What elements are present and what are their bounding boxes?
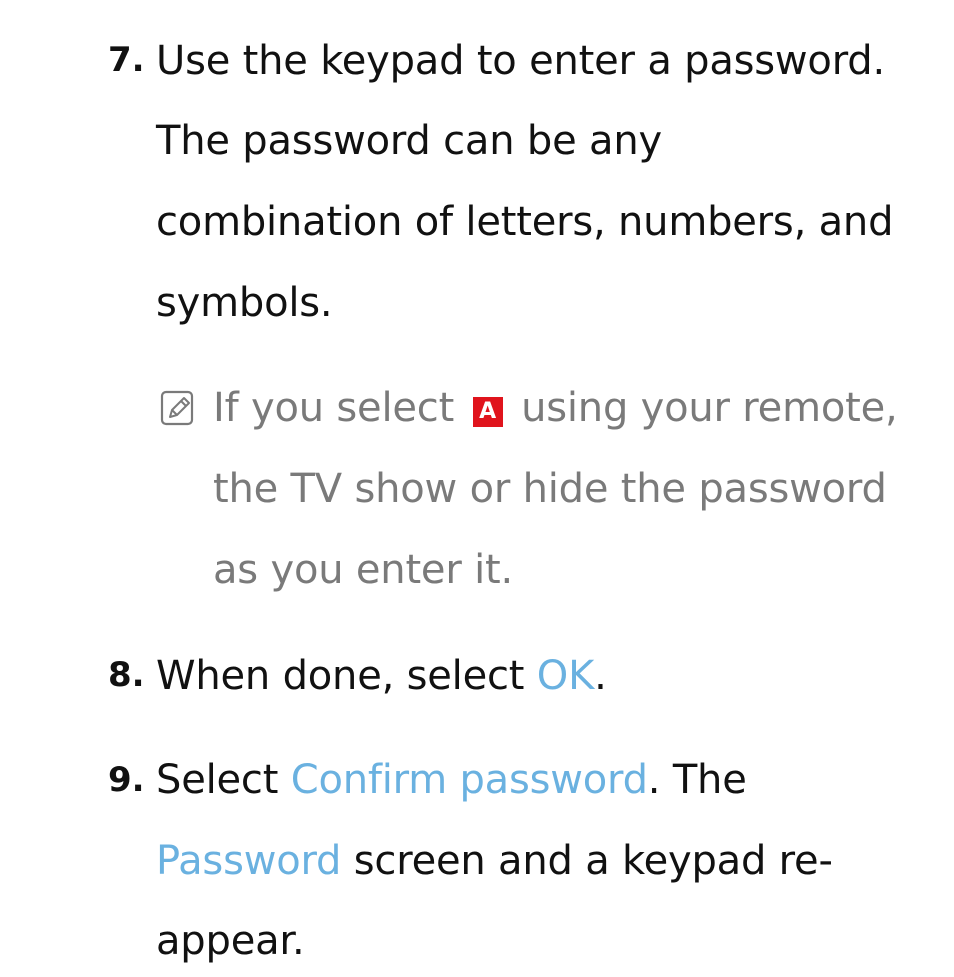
note-line-2: the TV show or hide the password (213, 466, 887, 512)
ok-option: OK (536, 653, 595, 699)
step-7-number: 7. (108, 40, 145, 80)
step-8-period: . (594, 653, 607, 699)
step-8-line (156, 653, 607, 699)
red-a-button-icon: A (473, 397, 503, 427)
note-line-1 (213, 385, 898, 431)
note-line-3: as you enter it. (213, 547, 514, 593)
step-8-number: 8. (108, 655, 145, 695)
step-7-line-1: Use the keypad to enter a password. (156, 38, 885, 84)
step-9-line-3: appear. (156, 918, 305, 964)
step-9-text-1: Select (156, 757, 291, 803)
step-9-line-2 (156, 838, 833, 884)
step-9-text-3: screen and a keypad re- (341, 838, 833, 884)
step-8-text: When done, select (156, 653, 537, 699)
confirm-password-option: Confirm password (290, 757, 648, 803)
password-screen-name: Password (156, 838, 342, 884)
step-7-line-2: The password can be any (156, 118, 662, 164)
note-line-1-after: using your remote, (521, 385, 898, 431)
step-9-number: 9. (108, 760, 145, 800)
step-7-line-3: combination of letters, numbers, and (156, 199, 894, 245)
note-pencil-icon (160, 390, 196, 428)
step-9-line-1 (156, 757, 747, 803)
step-7-line-4: symbols. (156, 280, 333, 326)
step-9-text-2: . The (647, 757, 747, 803)
note-line-1-before: If you select (213, 385, 455, 431)
